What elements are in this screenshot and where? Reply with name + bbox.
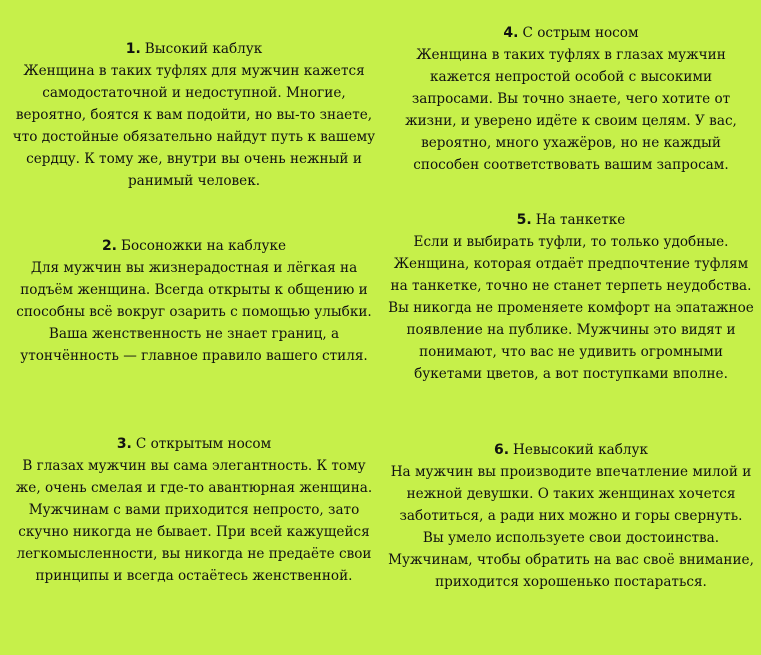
section-title-text: Босоножки на каблуке bbox=[121, 238, 287, 254]
section-body: На мужчин вы производите впечатление милой и нежной девушки. О таких женщинах хочется заботиться, а ради них можно и горы свернуть. Вы умело используете свои достоинства. Мужчинам, чтобы обратить на вас своё внимание, приходится хорошенько постараться. bbox=[388, 464, 754, 590]
section-number: 2. bbox=[101, 238, 117, 254]
section-title-text: Высокий каблук bbox=[144, 41, 263, 57]
section-body: В глазах мужчин вы сама элегантность. К тому же, очень смелая и где-то авантюрная женщина. Мужчинам с вами приходится непросто, зато скучно никогда не бывает. При всей кажущейся легкомысленности, вы никогда не предаёте свои принципы и всегда остаётесь женственной. bbox=[15, 458, 373, 584]
section-pointed-toe bbox=[388, 22, 754, 176]
section-title-text: На танкетке bbox=[535, 212, 626, 228]
section-body: Для мужчин вы жизнерадостная и лёгкая на подъём женщина. Всегда открыты к общению и способны всё вокруг озарить с помощью улыбки. Ваша женственность не знает границ, а утончённость — главное правило вашего стиля. bbox=[16, 260, 372, 364]
section-number: 1. bbox=[125, 41, 141, 57]
section-number: 4. bbox=[503, 25, 519, 41]
section-body: Женщина в таких туфлях в глазах мужчин кажется непростой особой с высокими запросами. Вы точно знаете, чего хотите от жизни, и уверено идёте к своим целям. У вас, вероятно, много ухажёров, но не каждый способен соответствовать вашим запросам. bbox=[405, 47, 737, 173]
section-open-toe bbox=[8, 433, 380, 587]
section-title bbox=[8, 235, 380, 257]
section-heeled-sandals bbox=[8, 235, 380, 367]
section-title bbox=[388, 209, 754, 231]
section-title bbox=[8, 38, 380, 60]
section-number: 6. bbox=[493, 442, 510, 458]
section-number: 5. bbox=[516, 212, 532, 228]
section-low-heel bbox=[388, 439, 754, 593]
section-title bbox=[8, 433, 380, 455]
section-wedge bbox=[388, 209, 754, 385]
section-body: Если и выбирать туфли, то только удобные. Женщина, которая отдаёт предпочтение туфлям на танкетке, точно не станет терпеть неудобства. Вы никогда не променяете комфорт на эпатажное появление на публике. Мужчины это видят и понимают, что вас не удивить огромными букетами цветов, а вот поступками вполне. bbox=[388, 234, 754, 382]
section-number: 3. bbox=[116, 436, 132, 452]
section-title-text: С открытым носом bbox=[135, 436, 272, 452]
section-title-text: Невысокий каблук bbox=[513, 442, 649, 458]
section-body: Женщина в таких туфлях для мужчин кажется самодостаточной и недоступной. Многие, вероятно, боятся к вам подойти, но вы-то знаете, что достойные обязательно найдут путь к вашему сердцу. К тому же, внутри вы очень нежный и ранимый человек. bbox=[12, 63, 376, 189]
section-title bbox=[388, 439, 754, 461]
section-title-text: С острым носом bbox=[522, 25, 639, 41]
section-high-heel bbox=[8, 38, 380, 192]
section-title bbox=[388, 22, 754, 44]
